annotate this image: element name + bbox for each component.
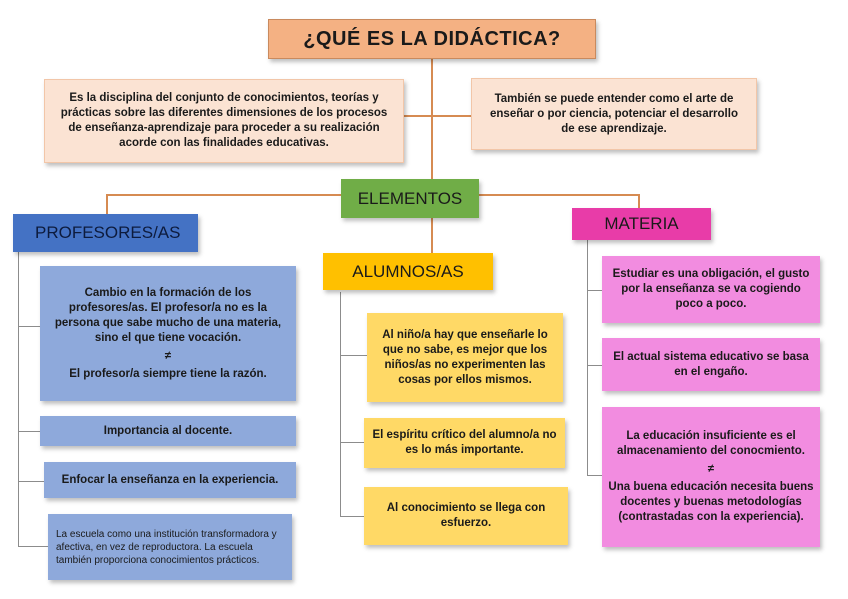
not-equal-symbol: ≠ <box>164 349 172 362</box>
connector-to-alumnos <box>431 217 433 253</box>
materia-branch-2 <box>587 365 602 366</box>
definition-right <box>471 78 757 150</box>
connector-to-profesores <box>106 194 108 214</box>
alumnos-heading-label: ALUMNOS/AS <box>352 261 464 281</box>
materia-heading <box>572 208 711 240</box>
alumnos-branch-3 <box>340 516 364 517</box>
page-title-text: ¿QUÉ ES LA DIDÁCTICA? <box>303 27 561 50</box>
materia-box-almacenamiento-text: La educación insuficiente es el almacenamiento del conocmiento. <box>617 430 805 457</box>
page-title <box>268 19 596 59</box>
materia-box-educacion <box>602 407 820 547</box>
profesores-box-experiencia-text: Enfocar la enseñanza en la experiencia. <box>61 473 279 486</box>
materia-box-obligacion-text: Estudiar es una obligación, el gusto por la enseñanza se va cogiendo poco a poco. <box>612 268 810 310</box>
alumnos-box-espiritu-text: El espíritu crítico del alumno/a no es lo más importante. <box>372 429 557 456</box>
alumnos-box-espiritu <box>364 418 565 468</box>
profesores-heading-label: PROFESORES/AS <box>35 223 181 242</box>
materia-box-buena-educacion-text: Una buena educación necesita buens docentes y buenas metodologías (contrastadas con la experiencia). <box>608 481 814 523</box>
definition-right-text: También se puede entender como el arte de enseñar o por ciencia, potenciar el desarrollo de ese aprendizaje. <box>490 92 738 135</box>
profesores-heading <box>13 214 198 252</box>
materia-branch-3 <box>587 475 602 476</box>
profesores-box-vocacion-text: Cambio en la formación de los profesores/as. El profesor/a no es la persona que sabe mucho de una materia, sino el que tiene vocación. <box>54 286 282 344</box>
connector-to-materia <box>638 194 640 208</box>
materia-heading-label: MATERIA <box>604 214 679 233</box>
profesores-box-razon-text: El profesor/a siempre tiene la razón. <box>69 367 267 380</box>
elementos-node <box>341 179 479 218</box>
materia-box-engano-text: El actual sistema educativo se basa en el engaño. <box>613 350 809 378</box>
profesores-box-docente <box>40 416 296 446</box>
alumnos-heading <box>323 253 493 290</box>
profesores-branch-3 <box>18 481 44 482</box>
definition-left <box>44 79 404 163</box>
materia-tree-line <box>587 240 588 476</box>
profesores-box-experiencia <box>44 462 296 498</box>
materia-box-engano <box>602 338 820 391</box>
materia-branch-1 <box>587 290 602 291</box>
alumnos-box-esfuerzo <box>364 487 568 545</box>
not-equal-symbol: ≠ <box>707 463 715 475</box>
profesores-branch-1 <box>18 326 40 327</box>
alumnos-tree-line <box>340 292 341 517</box>
profesores-box-escuela <box>48 514 292 580</box>
profesores-branch-2 <box>18 431 40 432</box>
alumnos-box-ensenar-text: Al niño/a hay que enseñarle lo que no sabe, es mejor que los niños/as no experimenten las cosas por ellos mismos. <box>382 328 548 386</box>
elementos-label: ELEMENTOS <box>357 188 463 208</box>
profesores-branch-4 <box>18 546 48 547</box>
connector-definitions-horizontal <box>404 115 472 117</box>
definition-left-text: Es la disciplina del conjunto de conocimientos, teorías y prácticas sobre las diferentes dimensiones de los procesos de enseñanza-aprendizaje para proceder a su realización acorde con las finalidades educativas. <box>60 92 388 149</box>
profesores-tree-line <box>18 251 19 547</box>
profesores-box-vocacion <box>40 266 296 401</box>
profesores-box-escuela-text: La escuela como una institución transformadora y afectiva, en vez de reproductora. La escuela también proporciona conocimientos prácticos. <box>56 528 277 566</box>
materia-box-obligacion <box>602 256 820 323</box>
alumnos-branch-1 <box>340 355 367 356</box>
connector-title-down <box>431 57 433 179</box>
alumnos-box-ensenar <box>367 313 563 402</box>
alumnos-box-esfuerzo-text: Al conocimiento se llega con esfuerzo. <box>386 502 546 529</box>
profesores-box-docente-text: Importancia al docente. <box>103 424 233 437</box>
alumnos-branch-2 <box>340 442 364 443</box>
